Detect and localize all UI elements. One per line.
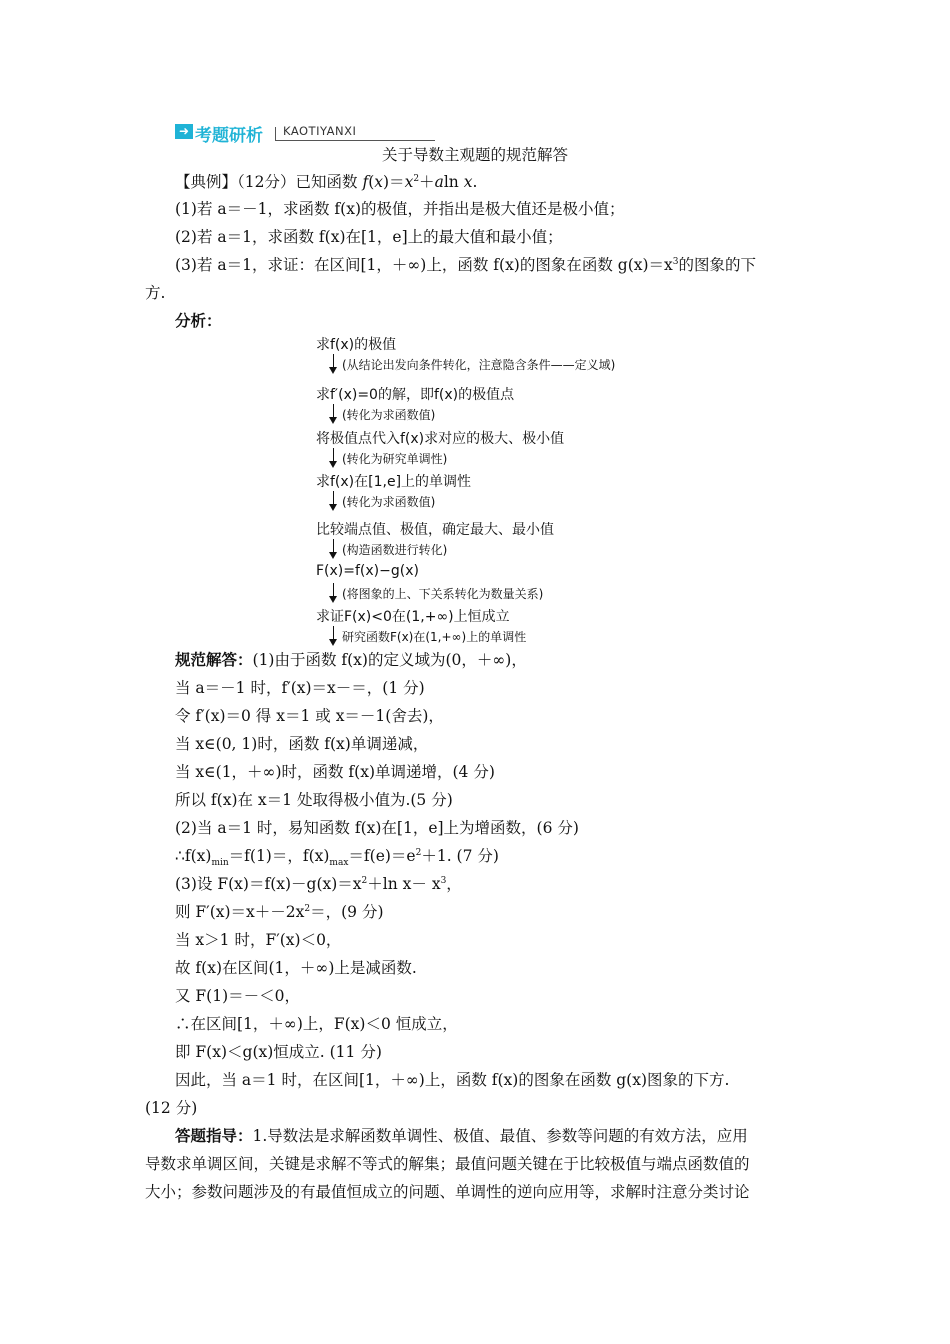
solution-line-7: (2)当 a＝1 时，易知函数 f(x)在[1，e]上为增函数，(6 分): [175, 819, 579, 837]
solution-line-14: ∴在区间[1，＋∞)上，F(x)＜0 恒成立，: [175, 1015, 458, 1033]
flow-arrow: [333, 404, 334, 422]
solution-line-4: 当 x∈(0, 1)时，函数 f(x)单调递减，: [175, 735, 429, 753]
flow-arrow: [333, 448, 334, 466]
flow-note: (转化为求函数值): [342, 495, 436, 509]
flow-arrow: [333, 626, 334, 644]
flow-arrow: [333, 539, 334, 557]
solution-line-5: 当 x∈(1，＋∞)时，函数 f(x)单调递增，(4 分): [175, 763, 495, 781]
section-banner: [175, 121, 435, 146]
flow-step: 比较端点值、极值，确定最大、最小值: [316, 522, 554, 538]
solution-line-2: 当 a＝－1 时，f′(x)＝x－＝，(1 分): [175, 679, 425, 697]
banner-divider: [275, 127, 276, 141]
solution-line-16: 因此，当 a＝1 时，在区间[1，＋∞)上，函数 f(x)的图象在函数 g(x)图象的下方.: [175, 1071, 730, 1089]
solution-line-17: (12 分): [145, 1099, 198, 1117]
solution-line-6: 所以 f(x)在 x＝1 处取得极小值为.(5 分): [175, 791, 453, 809]
solution-line-11: 当 x＞1 时，F′(x)＜0，: [175, 931, 342, 949]
flow-note: (构造函数进行转化): [342, 543, 448, 557]
flow-arrow: [333, 583, 334, 601]
question-2: (2)若 a＝1，求函数 f(x)在[1，e]上的最大值和最小值；: [175, 228, 563, 246]
solution-label: 规范解答：: [175, 651, 253, 669]
solution-line-13: 又 F(1)＝－＜0，: [175, 987, 300, 1005]
solution-line-10: 则 $F'(x)=x+-2x^2=$，(9 分): [175, 903, 384, 921]
flow-step: 求f(x)在[1,e]上的单调性: [316, 474, 472, 490]
flow-arrow: [333, 491, 334, 509]
question-3: (3)若 a＝1，求证：在区间[1，＋∞)上，函数 f(x)的图象在函数 $g(x)=x^3$的图象的下: [175, 256, 757, 274]
flow-step: 求f′(x)=0的解，即f(x)的极值点: [316, 387, 515, 403]
arrow-right-icon: ➜: [175, 124, 193, 139]
flow-step: 将极值点代入f(x)求对应的极大、极小值: [316, 431, 565, 447]
solution-line-12: 故 f(x)在区间(1，＋∞)上是减函数.: [175, 959, 417, 977]
flow-note: (转化为求函数值): [342, 408, 436, 422]
guide-label: 答题指导：: [175, 1127, 253, 1145]
banner-rule: [275, 140, 435, 141]
flow-step: 求证F(x)<0在(1,+∞)上恒成立: [316, 609, 510, 625]
solution-line-3: 令 f′(x)＝0 得 x＝1 或 x＝－1(舍去)，: [175, 707, 444, 725]
flow-note: (将图象的上、下关系转化为数量关系): [342, 587, 544, 601]
solution-line-15: 即 F(x)＜g(x)恒成立. (11 分): [175, 1043, 382, 1061]
flow-note: (从结论出发向条件转化，注意隐含条件——定义域): [342, 358, 616, 372]
guide-line-1: 答题指导：1.导数法是求解函数单调性、极值、最值、参数等问题的有效方法，应用: [175, 1127, 748, 1145]
flow-arrow: [333, 354, 334, 372]
function-definition: $f(x)=x^2+aln$ x.: [362, 173, 478, 191]
guide-line-2: 导数求单调区间，关键是求解不等式的解集；最值问题关键在于比较极值与端点函数值的: [145, 1155, 750, 1173]
example-tag: 【典例】: [175, 173, 238, 191]
banner-title: 考题研析: [195, 126, 263, 146]
question-1: (1)若 a＝－1，求函数 f(x)的极值，并指出是极大值还是极小值；: [175, 200, 625, 218]
flow-note: (转化为研究单调性): [342, 452, 448, 466]
banner-subtitle: KAOTIYANXI: [283, 124, 357, 138]
flow-step: F(x)=f(x)−g(x): [316, 563, 419, 579]
flow-note: 研究函数F(x)在(1,+∞)上的单调性: [342, 630, 527, 644]
guide-line-3: 大小；参数问题涉及的有最值恒成立的问题、单调性的逆向应用等，求解时注意分类讨论: [145, 1183, 750, 1201]
flow-step: 求f(x)的极值: [316, 337, 397, 353]
question-3-continued: 方.: [145, 284, 166, 302]
solution-line-8: $\therefore f(x)_{min}=f(1)=$，$f(x)_{max}=f(e)=e^2+1$. (7 分): [175, 847, 499, 869]
example-intro: 【典例】（12分）已知函数 $f(x)=x^2+aln$ x.: [175, 173, 478, 191]
analysis-label: 分析：: [175, 312, 222, 330]
document-title: 关于导数主观题的规范解答: [381, 146, 568, 164]
solution-line-1: 规范解答：(1)由于函数 f(x)的定义域为(0，＋∞)，: [175, 651, 527, 669]
solution-line-9: (3)设 $F(x)=f(x)-g(x)=x^2+\ln$ $x- x^3$，: [175, 875, 462, 893]
